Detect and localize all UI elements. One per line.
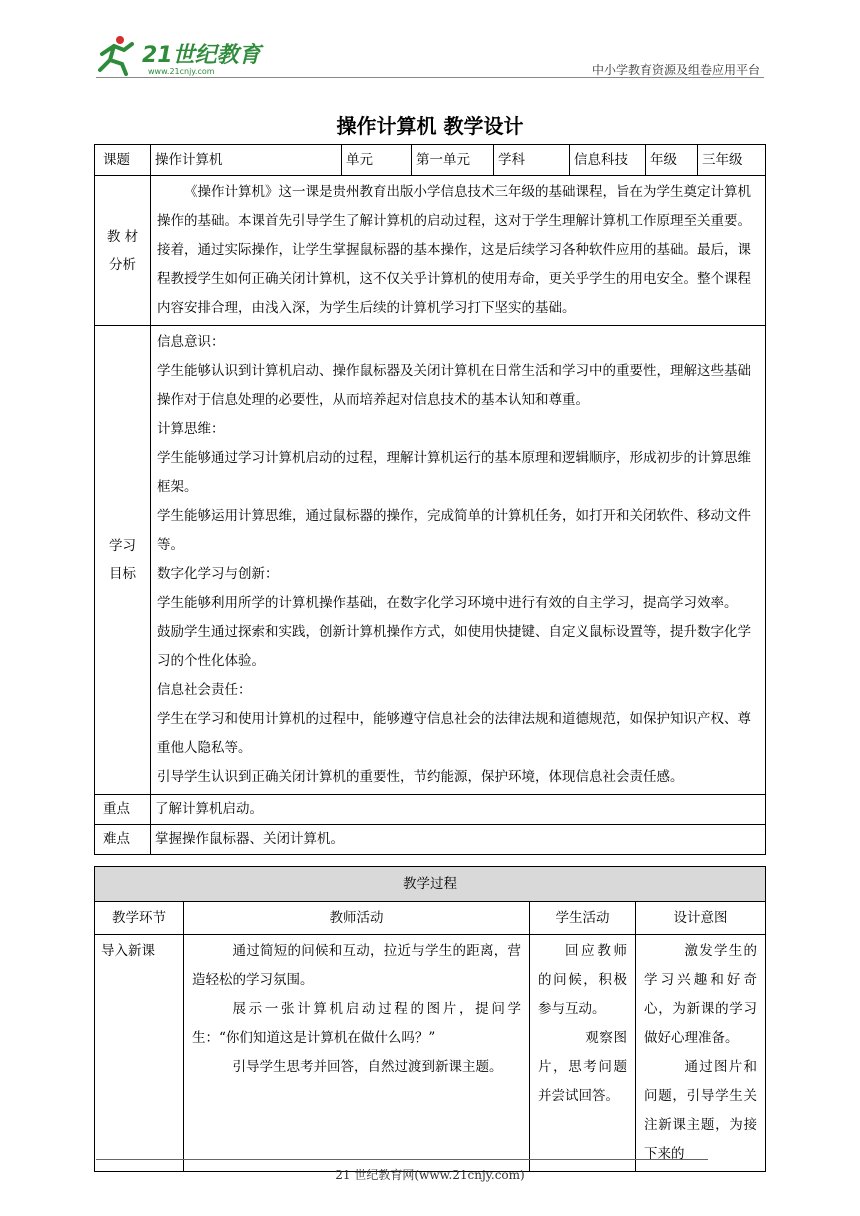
student-activity-cell [530, 935, 636, 1172]
objective-paragraph: 学生能够利用所学的计算机操作基础，在数字化学习环境中进行有效的自主学习，提高学习效率。 [157, 595, 738, 611]
objective-paragraph: 数字化学习与创新： [157, 566, 279, 582]
svg-text:21世纪教育: 21世纪教育 [142, 43, 261, 68]
objective-paragraph: 学生能够运用计算思维，通过鼠标器的操作，完成简单的计算机任务，如打开和关闭软件、移动文件等。 [157, 508, 751, 553]
process-row [95, 935, 766, 1172]
design-intent: 通过图片和问题，引导学生关注新课主题，为接下来的 [644, 1059, 757, 1162]
column-header: 教学环节 [95, 902, 184, 935]
platform-name: 中小学教育资源及组卷应用平台 [591, 63, 760, 77]
page-header [96, 34, 764, 78]
header-divider [96, 77, 764, 78]
teaching-process-table [94, 866, 766, 1172]
design-intent: 激发学生的学习兴趣和好奇心，为新课的学习做好心理准备。 [644, 943, 757, 1046]
key-point-row [95, 795, 766, 825]
objective-paragraph: 计算思维： [157, 421, 225, 437]
topic-value: 操作计算机 [151, 145, 342, 176]
objective-paragraph: 引导学生认识到正确关闭计算机的重要性，节约能源，保护环境，体现信息社会责任感。 [157, 769, 684, 785]
grade-value: 三年级 [698, 145, 766, 176]
process-title-row [95, 867, 766, 902]
topic-label: 课题 [95, 145, 151, 176]
page-footer: 21 世纪教育网(www.21cnjy.com) [335, 1168, 525, 1182]
objective-paragraph: 信息社会责任： [157, 682, 252, 698]
student-activity: 回应教师的问候，积极参与互动。 [538, 943, 627, 1017]
subject-value: 信息科技 [570, 145, 646, 176]
analysis-row [95, 176, 766, 326]
process-title: 教学过程 [95, 867, 766, 902]
difficulty-row [95, 825, 766, 855]
analysis-label: 教 材 分析 [95, 176, 151, 326]
logo-21cnjy [96, 34, 266, 78]
svg-text:www.21cnjy.com: www.21cnjy.com [148, 67, 215, 76]
unit-label: 单元 [342, 145, 412, 176]
grade-label: 年级 [646, 145, 698, 176]
lesson-info-table [94, 144, 766, 855]
process-header-row [95, 902, 766, 935]
unit-value: 第一单元 [412, 145, 494, 176]
difficulty-label: 难点 [95, 825, 151, 855]
info-row [95, 145, 766, 176]
objective-paragraph: 信息意识： [157, 334, 225, 350]
key-point-label: 重点 [95, 795, 151, 825]
runner-icon [100, 36, 132, 74]
student-activity: 观察图片，思考问题并尝试回答。 [538, 1030, 627, 1104]
teacher-activity-cell [184, 935, 530, 1172]
teacher-activity: 引导学生思考并回答，自然过渡到新课主题。 [232, 1059, 503, 1075]
analysis-text: 《操作计算机》这一课是贵州教育出版小学信息技术三年级的基础课程，旨在为学生奠定计算机操作的基础。本课首先引导学生了解计算机的启动过程，这对于学生理解计算机工作原理至关重要。接着，通过实际操作，让学生掌握鼠标器的基本操作，这是后续学习各种软件应用的基础。最后，课程教授学生如何正确关闭计算机，这不仅关乎计算机的使用寿命，更关乎学生的用电安全。整个课程内容安排合理，由浅入深，为学生后续的计算机学习打下坚实的基础。 [151, 176, 766, 326]
objectives-row [95, 326, 766, 795]
stage-cell: 导入新课 [95, 935, 184, 1172]
objectives-label: 学习 目标 [95, 326, 151, 795]
document-title: 操作计算机 教学设计 [336, 114, 524, 138]
subject-label: 学科 [494, 145, 570, 176]
objective-paragraph: 学生在学习和使用计算机的过程中，能够遵守信息社会的法律法规和道德规范，如保护知识产权、尊重他人隐私等。 [157, 711, 751, 756]
column-header: 设计意图 [636, 902, 766, 935]
teacher-activity: 通过简短的问候和互动，拉近与学生的距离，营造轻松的学习氛围。 [192, 943, 521, 988]
objective-paragraph: 鼓励学生通过探索和实践，创新计算机操作方式，如使用快捷键、自定义鼠标设置等，提升数字化学习的个性化体验。 [157, 624, 751, 669]
key-point-text: 了解计算机启动。 [151, 795, 766, 825]
teacher-activity: 展示一张计算机启动过程的图片，提问学生：“你们知道这是计算机在做什么吗？” [192, 1001, 521, 1046]
objectives-content [151, 326, 766, 795]
column-header: 教师活动 [184, 902, 530, 935]
design-intent-cell [636, 935, 766, 1172]
footer-divider [96, 1159, 708, 1160]
objective-paragraph: 学生能够通过学习计算机启动的过程，理解计算机运行的基本原理和逻辑顺序，形成初步的计算思维框架。 [157, 450, 751, 495]
column-header: 学生活动 [530, 902, 636, 935]
objective-paragraph: 学生能够认识到计算机启动、操作鼠标器及关闭计算机在日常生活和学习中的重要性，理解这些基础操作对于信息处理的必要性，从而培养起对信息技术的基本认知和尊重。 [157, 363, 751, 408]
difficulty-text: 掌握操作鼠标器、关闭计算机。 [151, 825, 766, 855]
